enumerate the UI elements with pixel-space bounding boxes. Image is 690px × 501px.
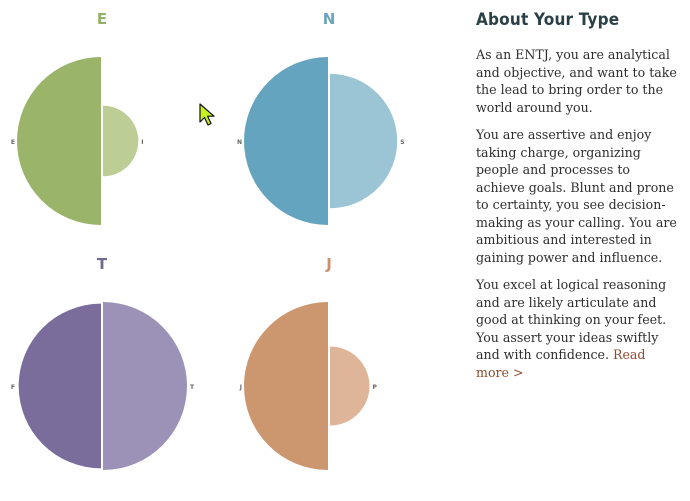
chart-jp-dominant-letter: J <box>326 255 332 273</box>
type-paragraph-3-text: You excel at logical reasoning and are likely articulate and good at thinking on your feet. You assert your ideas swiftly and with confidence. <box>476 277 667 362</box>
chart-tf-right-half <box>103 302 187 470</box>
read-more-link[interactable]: Read more > <box>476 347 646 380</box>
chart-jp-right-half <box>330 347 369 426</box>
chart-jp-left-half <box>244 302 328 470</box>
chart-tf-right-label: T <box>190 384 195 391</box>
chart-ei-right-label: I <box>141 139 144 146</box>
chart-tf-left-half <box>19 304 101 469</box>
chart-jp-right-label: P <box>372 384 377 391</box>
chart-ei-left-label: E <box>10 139 15 146</box>
chart-tf-left-label: F <box>10 384 15 391</box>
chart-ns-right-half <box>330 74 397 208</box>
type-paragraph-2: You are assertive and enjoy taking charge, organizing people and processes to achieve goals. Blunt and prone to certainty, you see decision-making as your calling. You are ambitious and interested in gaining power and influence. <box>476 127 677 265</box>
chart-ei-dominant-letter: E <box>96 10 108 28</box>
chart-ns-left-label: N <box>236 139 242 146</box>
chart-jp-left-label: J <box>239 384 242 391</box>
panel-title: About Your Type <box>476 10 620 30</box>
about-your-type-panel <box>476 10 681 391</box>
chart-ei-left-half <box>17 57 101 225</box>
mouse-cursor-icon <box>199 103 217 127</box>
type-paragraph-3 <box>476 276 681 381</box>
chart-ns-dominant-letter: N <box>322 10 336 28</box>
chart-tf-dominant-letter: T <box>96 255 108 273</box>
chart-ns-right-label: S <box>400 139 405 146</box>
type-paragraph-1: As an ENTJ, you are analytical and objective, and want to take the lead to bring order to the world around you. <box>476 47 677 115</box>
chart-ei-right-half <box>103 106 138 177</box>
chart-ns-left-half <box>244 57 328 225</box>
